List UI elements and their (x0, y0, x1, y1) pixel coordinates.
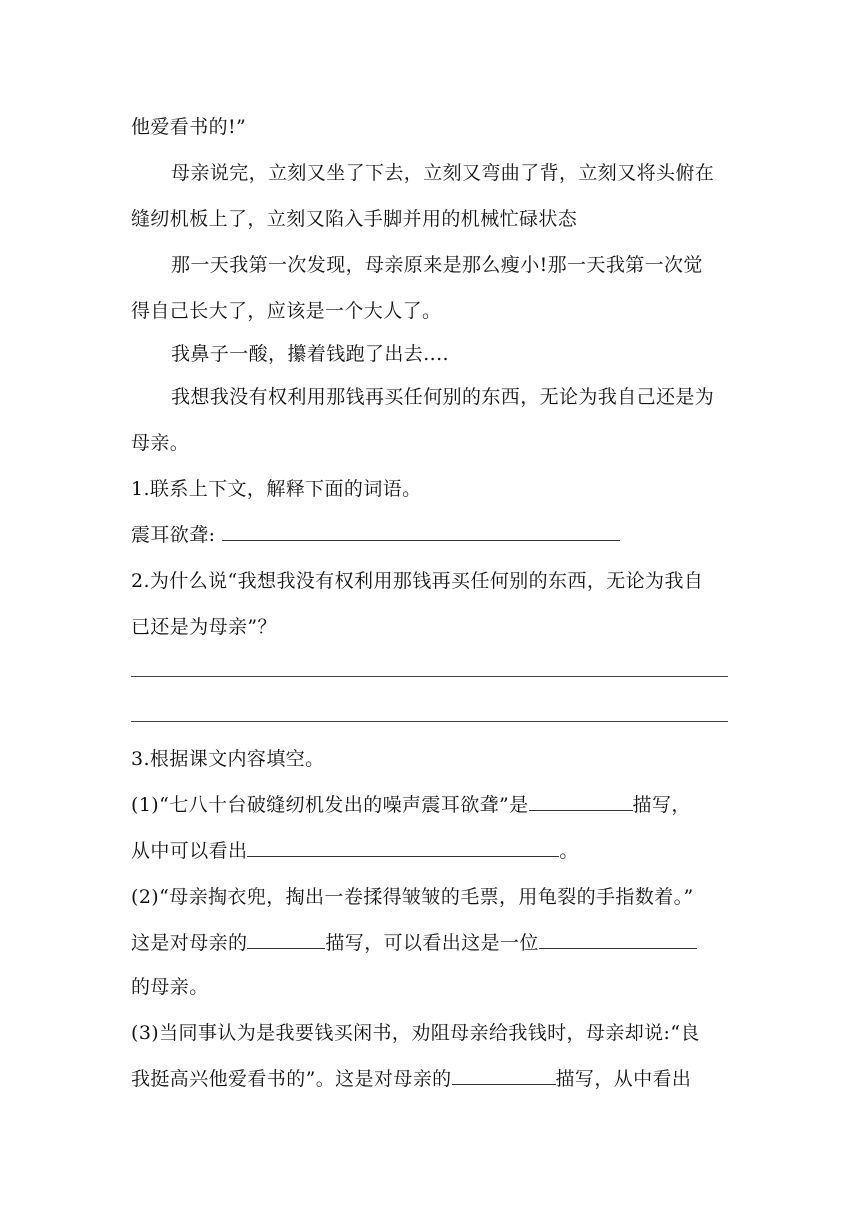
question-2-line-2: 已还是为母亲”？ (131, 616, 277, 638)
question-3-3-blank-1[interactable] (452, 1066, 556, 1085)
question-3-3-text-b: 我挺高兴他爱看书的”。这是对母亲的 (131, 1068, 452, 1090)
question-1-term: 震耳欲聋: (131, 524, 216, 546)
question-2-answer-line-1[interactable] (131, 676, 728, 677)
question-3-1-line-1 (131, 792, 731, 818)
question-3-3-line-2 (131, 1066, 731, 1092)
question-3-1-text-d: 。 (559, 840, 579, 862)
question-3-1-text-c: 从中可以看出 (131, 840, 248, 862)
question-3-1-blank-1[interactable] (529, 792, 633, 811)
question-3-3-line-1: (3)当同事认为是我要钱买闲书，劝阻母亲给我钱时，母亲却说:“良 (131, 1022, 700, 1044)
passage-line-0: 他爱看书的!” (131, 116, 247, 138)
question-1: 1.联系上下文，解释下面的词语。 (131, 478, 422, 500)
question-3-1-blank-2[interactable] (247, 838, 559, 857)
passage-paragraph-2-line-1: 那一天我第一次发现，母亲原来是那么瘦小!那一天我第一次觉 (171, 254, 703, 276)
passage-paragraph-4-line-1: 我想我没有权利用那钱再买任何别的东西，无论为我自己还是为 (171, 386, 715, 408)
question-3-2-line-2 (131, 930, 731, 956)
question-3-1-text-b: 描写， (632, 794, 691, 816)
passage-paragraph-2-line-2: 得自己长大了，应该是一个大人了。 (131, 300, 442, 322)
question-3: 3.根据课文内容填空。 (131, 748, 325, 770)
passage-paragraph-1-line-1: 母亲说完，立刻又坐了下去，立刻又弯曲了背，立刻又将头俯在 (171, 162, 715, 184)
question-1-answer-blank[interactable] (222, 522, 620, 541)
question-3-2-text-b: 这是对母亲的 (131, 932, 248, 954)
question-2-line-1: 2.为什么说“我想我没有权利用那钱再买任何别的东西，无论为我自 (131, 570, 704, 592)
question-3-2-blank-1[interactable] (247, 930, 325, 949)
passage-paragraph-1-line-2: 缝纫机板上了，立刻又陷入手脚并用的机械忙碌状态 (131, 208, 578, 230)
passage-paragraph-4-line-2: 母亲。 (131, 432, 190, 454)
question-1-answer-row (131, 522, 731, 548)
question-3-2-text-c: 描写，可以看出这是一位 (325, 932, 539, 954)
question-3-3-text-c: 描写，从中看出 (555, 1068, 692, 1090)
question-2-answer-line-2[interactable] (131, 721, 728, 722)
question-3-1-line-2 (131, 838, 731, 864)
question-3-2-blank-2[interactable] (539, 930, 697, 949)
question-3-1-text-a: (1)“七八十台破缝纫机发出的噪声震耳欲聋”是 (131, 794, 529, 816)
question-3-2-line-3: 的母亲。 (131, 976, 209, 998)
passage-paragraph-3: 我鼻子一酸，攥着钱跑了出去.... (171, 343, 449, 365)
question-3-2-line-1: (2)“母亲掏衣兜，掏出一卷揉得皱皱的毛票，用龟裂的手指数着。” (131, 886, 694, 908)
